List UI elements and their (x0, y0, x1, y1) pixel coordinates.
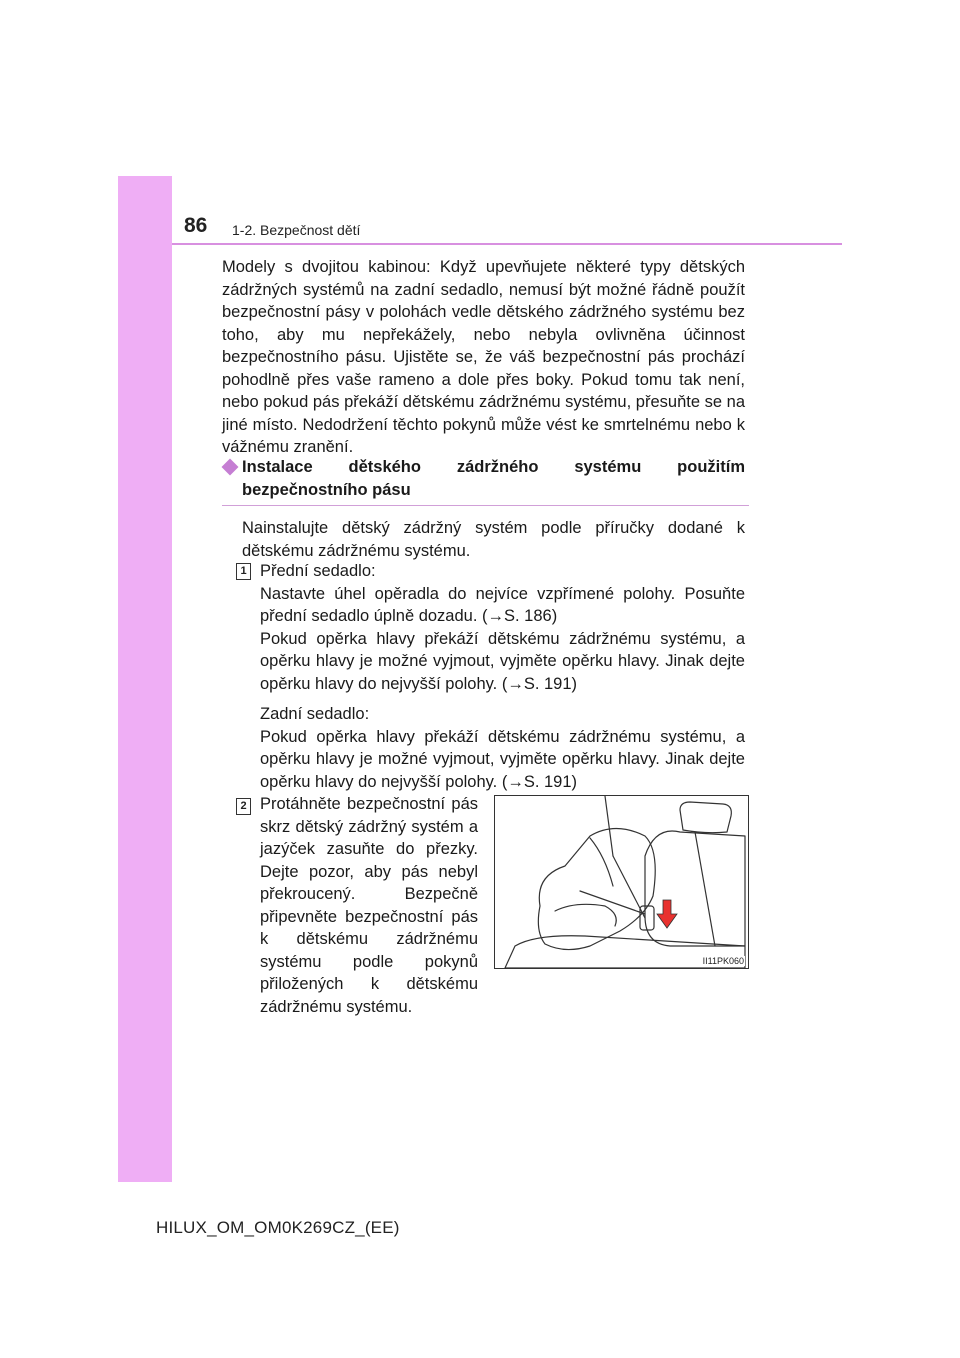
front-seat-text-1: Nastavte úhel opěradla do nejvíce vzpřímené polohy. Posuňte přední sedadlo úplně dozadu. (→S. 186) (260, 584, 745, 625)
child-seat-illustration (494, 795, 749, 969)
subsection-paragraph: Nainstalujte dětský zádržný systém podle příručky dodané k dětskému zádržnému systému. (242, 519, 745, 560)
child-seat-drawing (495, 796, 749, 969)
step-1-badge: 1 (236, 563, 251, 580)
front-seat-text-2: Pokud opěrka hlavy překáží dětskému zádržnému systému, a opěrku hlavy je možné vyjmout, vyjměte opěrku hlavy. Jinak dejte opěrku hlavy do nejvyšší polohy. (→S. 191) (260, 629, 745, 693)
buckle (640, 906, 654, 930)
step-2-text: Protáhněte bezpečnostní pás skrz dětský zádržný systém a jazýček zasuňte do přezky. Dejte pozor, aby pás nebyl překroucený. Bezpečně připevněte bezpečnostní pás k dětskému zádržnému systému podle pokynů přiložených k dětskému zádržnému systému. (260, 795, 478, 1016)
footer-code: HILUX_OM_OM0K269CZ_(EE) (156, 1218, 400, 1237)
illustration-code: II11PK060 (702, 956, 744, 966)
header-rule (172, 243, 842, 245)
rear-seat-text: Pokud opěrka hlavy překáží dětskému zádržnému systému, a opěrku hlavy je možné vyjmout, vyjměte opěrku hlavy. Jinak dejte opěrku hlavy do nejvyšší polohy. (→S. 191) (260, 727, 745, 791)
intro-paragraph: Modely s dvojitou kabinou: Když upevňujete některé typy dětských zádržných systémů na zadní sedadlo, nemusí být možné řádně použít bezpečnostní pásy v polohách vedle dětského zádržného systému bez toho, aby mu nepřekážely, nebo nebyla ovlivněna účinnost bezpečnostního pásu. Ujistěte se, že váš bezpečnostní pás prochází pohodlně přes vaše rameno a dole přes boky. Pokud tomu tak není, nebo pokud pás překáží dětskému zádržnému systému, přesuňte se na jiné místo. Nedodržení těchto pokynů může vést ke smrtelnému nebo k vážnému zranění. (222, 258, 745, 456)
arrow-icon (657, 900, 677, 928)
seat-back (645, 831, 745, 946)
side-color-band (118, 176, 172, 1182)
step-1-content (260, 560, 745, 793)
seat-belt (605, 796, 613, 856)
diamond-bullet-icon (222, 459, 239, 476)
page-number: 86 (184, 214, 208, 237)
headrest (680, 802, 731, 833)
section-title: 1-2. Bezpečnost dětí (232, 222, 361, 238)
subsection-heading: Instalace dětského zádržného systému použitím bezpečnostního pásu (242, 458, 745, 499)
step-2-badge: 2 (236, 798, 251, 815)
rear-seat-title: Zadní sedadlo: (260, 705, 370, 723)
front-seat-title: Přední sedadlo: (260, 562, 376, 580)
subsection-rule (222, 505, 749, 506)
